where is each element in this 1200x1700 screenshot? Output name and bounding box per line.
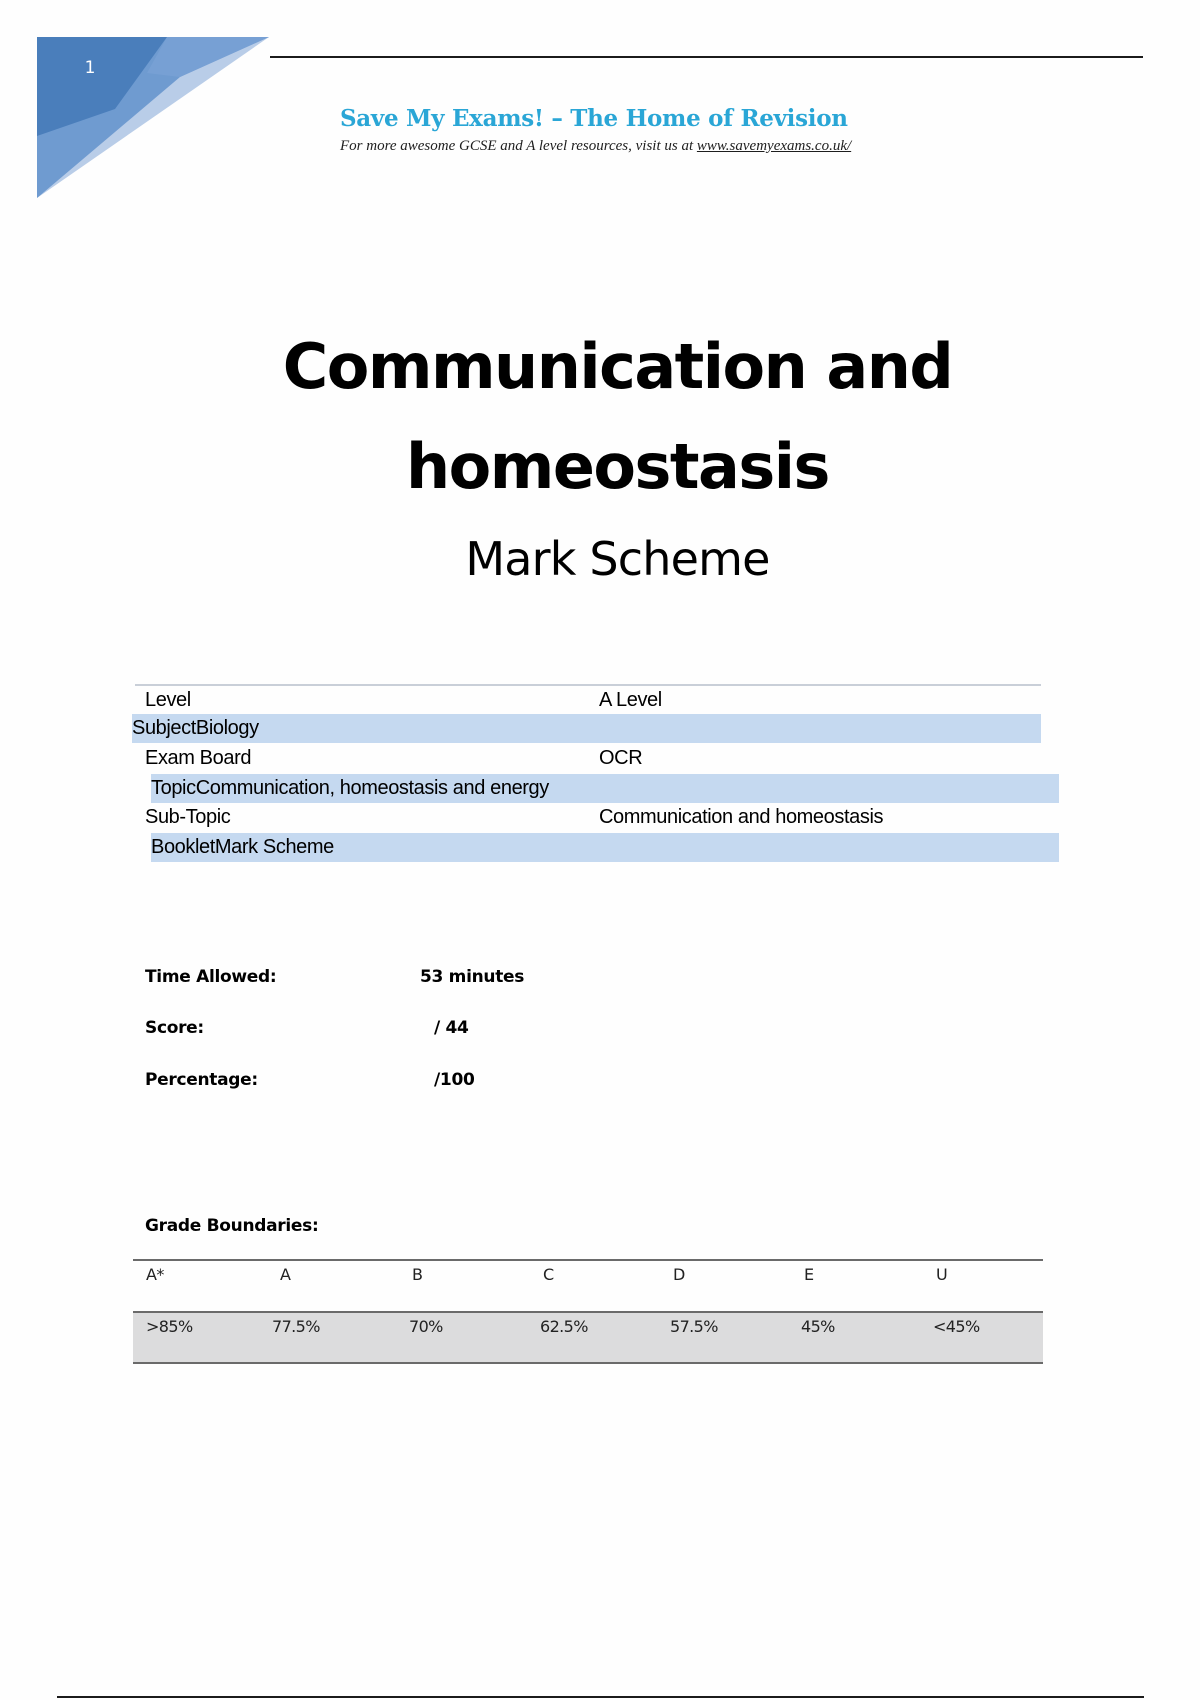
score-label: Score: <box>145 1018 204 1038</box>
grade-threshold: 45% <box>801 1317 835 1336</box>
metadata-label <box>151 833 334 862</box>
table-mid-border <box>133 1311 1043 1313</box>
grade-header: D <box>673 1265 685 1284</box>
grade-header: E <box>804 1265 814 1284</box>
metadata-row-sub-topic <box>135 803 1041 832</box>
corner-decoration-icon <box>37 37 269 198</box>
grade-header: C <box>543 1265 554 1284</box>
grade-threshold: 77.5% <box>272 1317 320 1336</box>
metadata-label <box>151 774 549 803</box>
brand-subtitle-text: For more awesome GCSE and A level resources, visit us at <box>340 138 697 154</box>
table-top-border <box>133 1259 1043 1261</box>
metadata-row-subject <box>132 714 1041 743</box>
score-value: / 44 <box>434 1018 469 1038</box>
grade-boundaries-heading: Grade Boundaries: <box>145 1216 319 1236</box>
grade-threshold: 70% <box>409 1317 443 1336</box>
metadata-value: Mark Scheme <box>214 836 334 858</box>
percentage-value: /100 <box>434 1070 475 1090</box>
metadata-row-exam-board <box>135 744 1041 773</box>
document-subtitle: Mark Scheme <box>465 532 770 586</box>
footer-rule <box>57 1696 1144 1698</box>
metadata-label-text: Topic <box>151 777 196 799</box>
document-title-line-1: Communication and <box>282 330 953 403</box>
metadata-label: Exam Board <box>145 747 252 769</box>
grade-threshold: >85% <box>146 1317 193 1336</box>
document-title-line-2: homeostasis <box>406 430 829 503</box>
page-number: 1 <box>84 58 96 78</box>
brand-title: Save My Exams! – The Home of Revision <box>340 105 848 132</box>
metadata-label <box>132 714 259 743</box>
metadata-label: Level <box>145 689 191 711</box>
metadata-row-topic <box>151 774 1059 803</box>
grade-header: A <box>280 1265 291 1284</box>
metadata-value: Communication and homeostasis <box>599 806 884 828</box>
grade-header: B <box>412 1265 423 1284</box>
metadata-label-text: Subject <box>132 717 196 739</box>
metadata-row-booklet <box>151 833 1059 862</box>
grade-header: U <box>936 1265 948 1284</box>
grade-header: A* <box>146 1265 164 1284</box>
metadata-value: OCR <box>599 747 643 769</box>
percentage-label: Percentage: <box>145 1070 258 1090</box>
header-rule <box>270 56 1143 58</box>
brand-link[interactable]: www.savemyexams.co.uk/ <box>696 138 852 154</box>
metadata-label-text: Booklet <box>151 836 215 858</box>
grade-threshold: 62.5% <box>540 1317 588 1336</box>
table-bottom-border <box>133 1362 1043 1364</box>
metadata-value: Biology <box>195 717 259 739</box>
metadata-value: A Level <box>599 689 662 711</box>
metadata-value: Communication, homeostasis and energy <box>195 777 549 799</box>
thresholds-row-band <box>133 1312 1043 1362</box>
time-allowed-label: Time Allowed: <box>145 967 277 987</box>
metadata-row-level <box>135 686 1041 715</box>
metadata-label: Sub-Topic <box>145 806 231 828</box>
time-allowed-value: 53 minutes <box>420 967 525 987</box>
grade-threshold: 57.5% <box>670 1317 718 1336</box>
grade-threshold: <45% <box>933 1317 980 1336</box>
brand-subtitle <box>340 138 851 155</box>
